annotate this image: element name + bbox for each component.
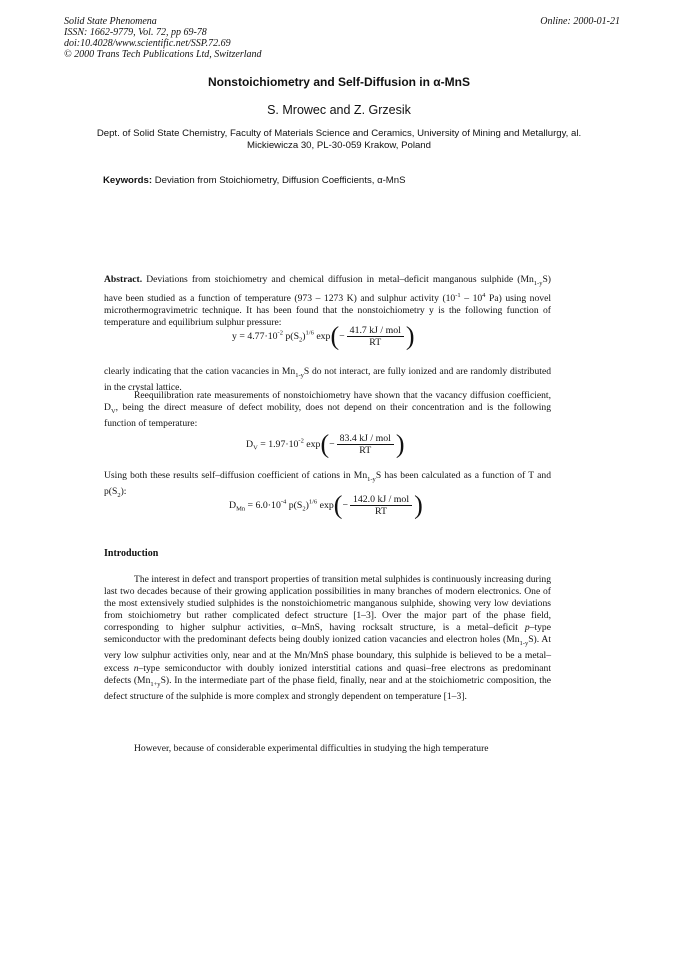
- abstract-paragraph-3: Reequilibration rate measurements of nonstoichiometry have shown that the vacancy diffusion coefficient, $D_V$, being the direct measure of defect mobility, does not depend on their concentration and is the following function of temperature:: [104, 390, 551, 430]
- affiliation: Dept. of Solid State Chemistry, Faculty of Materials Science and Ceramics, University of Mining and Metallurgy, al. Mickiewicza 30, PL-30-059 Krakow, Poland: [96, 128, 582, 151]
- journal-header: [64, 16, 614, 60]
- keywords-label: Keywords:: [103, 175, 153, 186]
- introduction-heading: Introduction: [104, 548, 159, 559]
- equation-self-diffusion: $D_{Mn} = 6.0\cdot 10^{-4}$ $p(S_2)^{1/6}$ exp(− $\frac{\text{142.0 kJ / mol}}{RT}$ ): [229, 490, 423, 520]
- abstract-paragraph-2: clearly indicating that the cation vacancies in $Mn_{1-y}S$ do not interact, are fully ionized and are randomly distributed in the crystal lattice.: [104, 366, 551, 393]
- equation-nonstoichiometry: $y = 4.77\cdot 10^{-2}$ $p(S_2)^{1/6}$ exp(− $\frac{\text{41.7 kJ / mol}}{RT}$ ): [232, 321, 415, 351]
- issn-line: ISSN: 1662-9779, Vol. 72, pp 69-78: [64, 27, 207, 38]
- journal-name: Solid State Phenomena: [64, 16, 157, 27]
- abstract-label: Abstract.: [104, 274, 143, 285]
- introduction-paragraph-1: The interest in defect and transport properties of transition metal sulphides is continuously increasing during last two decades because of their growing application possibilities in many branches of modern electronics. One of the most extensively studied sulphides is the nonstoichiometric manganous sulphide, showing very low deviations from stoichiometry but rather complicated defect structure [1–3]. Over the major part of the phase field, corresponding to higher sulphur activities, α–MnS, having rocksalt structure, is a metal–deficit p–type semiconductor with the predominant defects being doubly ionized cation vacancies and electron holes $(Mn_{1-y}S)$. At very low sulphur activities only, near and at the Mn/MnS phase boundary, this sulphide is believed to be a metal–excess n–type semiconductor with doubly ionized interstitial cations and quasi–free electrons as predominant defects $(Mn_{1+y}S)$. In the intermediate part of the phase field, finally, near and at the stoichiometric composition, the defect structure of the sulphide is more complex and strongly dependent on temperature [1–3].: [104, 574, 552, 702]
- doi-line[interactable]: doi:10.4028/www.scientific.net/SSP.72.69: [64, 38, 231, 49]
- paper-title: Nonstoichiometry and Self-Diffusion in α-MnS: [207, 75, 471, 89]
- introduction-paragraph-2: However, because of considerable experimental difficulties in studying the high temperature: [134, 743, 489, 754]
- copyright-line: © 2000 Trans Tech Publications Ltd, Switzerland: [64, 49, 262, 60]
- online-date: Online: 2000-01-21: [540, 16, 620, 27]
- abstract-paragraph-1: Abstract. Deviations from stoichiometry and chemical diffusion in metal–deficit manganous sulphide $(Mn_{1-y}S)$ have been studied as a function of temperature (973 – 1273 K) and sulphur activity ($10^{-1} - 10^4$ Pa) using novel microthermogravimetric technique. It has been found that the nonstoichiometry y is the following function of temperature and equilibrium sulphur pressure:: [104, 274, 551, 329]
- keywords-line: [103, 175, 583, 186]
- paper-authors: S. Mrowec and Z. Grzesik: [267, 103, 411, 117]
- equation-vacancy-diffusion: $D_V = 1.97\cdot 10^{-2}$ exp(− $\frac{\text{83.4 kJ / mol}}{RT}$ ): [246, 429, 405, 459]
- abstract-paragraph-4: Using both these results self–diffusion coefficient of cations in $Mn_{1-y}S$ has been calculated as a function of T and $p(S_2)$:: [104, 470, 551, 499]
- keywords-text: Deviation from Stoichiometry, Diffusion Coefficients, α-MnS: [154, 175, 406, 186]
